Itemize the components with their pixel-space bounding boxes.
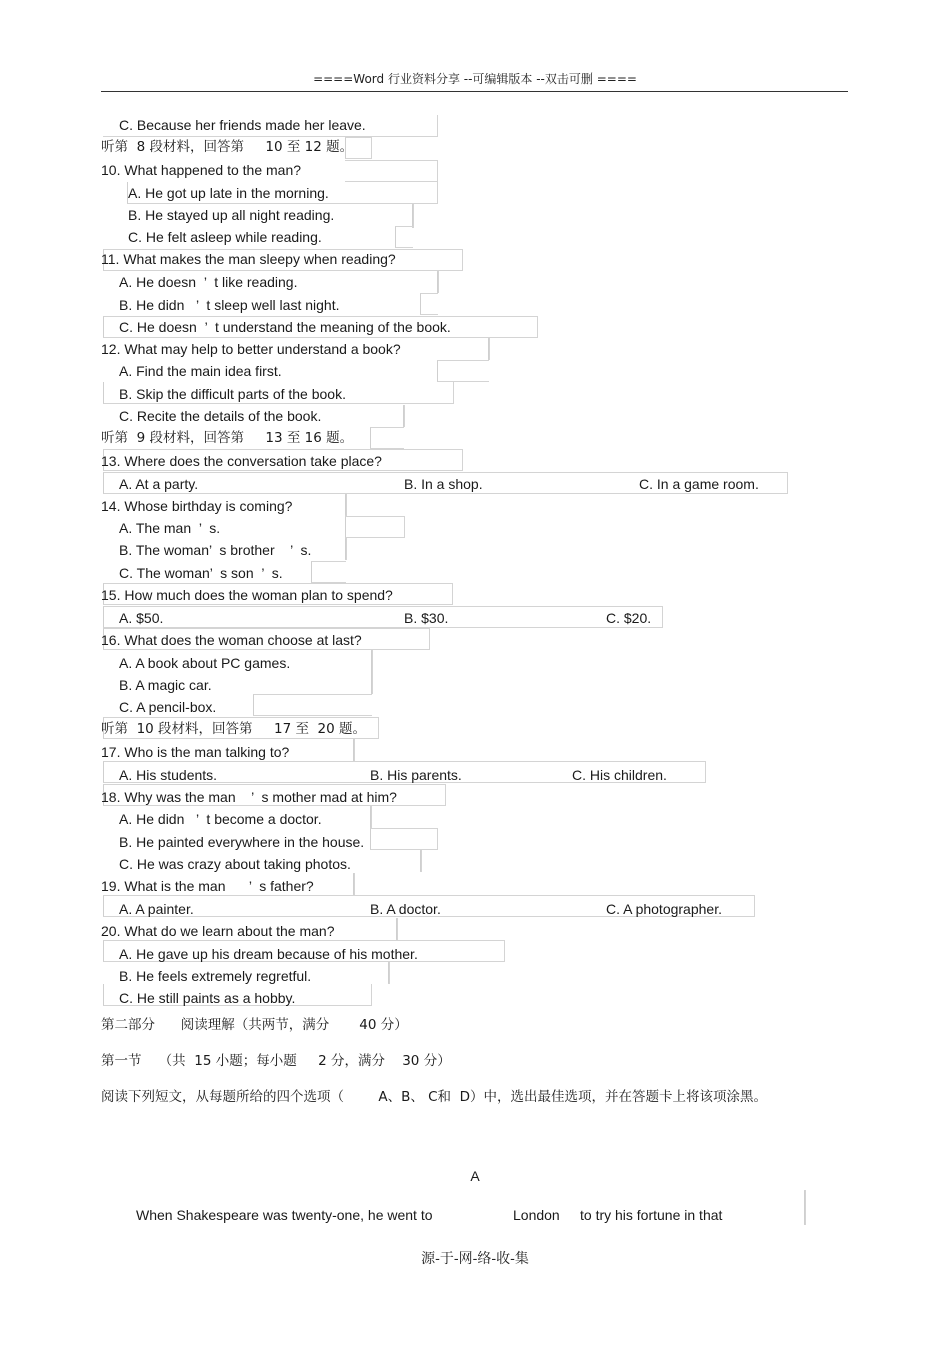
q11-option-b: B. He didn ’ t sleep well last night. — [119, 297, 340, 313]
q14-option-c: C. The woman’ s son ’ s. — [119, 565, 283, 581]
q10-option-c: C. He felt asleep while reading. — [128, 229, 322, 245]
cell-border — [420, 850, 422, 872]
reading-instructions: 阅读下列短文，从每题所给的四个选项（ A、B、 C和 D）中，选出最佳选项，并在答题卡上将该项涂黑。 — [101, 1089, 768, 1105]
section-8-heading: 听第 8 段材料，回答第 10 至 12 题。 — [101, 139, 354, 155]
q13-option-c: C. In a game room. — [639, 476, 759, 492]
question-18: 18. Why was the man ’ s mother mad at him? — [101, 789, 397, 805]
q19-option-c: C. A photographer. — [606, 901, 722, 917]
cell-border — [345, 160, 438, 182]
question-19: 19. What is the man ’ s father? — [101, 878, 314, 894]
question-14: 14. Whose birthday is coming? — [101, 498, 293, 514]
q14-option-b: B. The woman’ s brother ’ s. — [119, 542, 312, 558]
q18-option-a: A. He didn ’ t become a doctor. — [119, 811, 322, 827]
question-20: 20. What do we learn about the man? — [101, 923, 335, 939]
section-1-heading: 第一节 （共 15 小题；每小题 2 分，满分 30 分） — [101, 1053, 451, 1069]
question-17: 17. Who is the man talking to? — [101, 744, 290, 760]
q18-option-b: B. He painted everywhere in the house. — [119, 834, 365, 850]
cell-border — [370, 806, 372, 828]
q15-option-b: B. $30. — [404, 610, 449, 626]
cell-border — [345, 516, 405, 538]
question-10: 10. What happened to the man? — [101, 162, 302, 178]
q16-option-c: C. A pencil-box. — [119, 699, 217, 715]
cell-border — [253, 694, 372, 716]
cell-border — [403, 405, 405, 427]
cell-border — [370, 427, 404, 449]
section-9-heading: 听第 9 段材料，回答第 13 至 16 题。 — [101, 430, 354, 446]
q12-option-c: C. Recite the details of the book. — [119, 408, 322, 424]
cell-border — [420, 293, 438, 315]
header-rule — [101, 91, 848, 92]
cell-border — [804, 1190, 806, 1225]
cell-border — [353, 873, 355, 895]
cell-border — [388, 962, 390, 984]
q15-option-c: C. $20. — [606, 610, 652, 626]
q13-option-a: A. At a party. — [119, 476, 199, 492]
cell-border — [412, 204, 414, 228]
q17-option-a: A. His students. — [119, 767, 218, 783]
q14-option-a: A. The man ’ s. — [119, 520, 221, 536]
question-11: 11. What makes the man sleepy when reading? — [101, 251, 396, 267]
question-15: 15. How much does the woman plan to spend? — [101, 587, 393, 603]
q13-option-b: B. In a shop. — [404, 476, 483, 492]
cell-border — [370, 828, 438, 850]
q18-option-c: C. He was crazy about taking photos. — [119, 856, 351, 872]
question-16: 16. What does the woman choose at last? — [101, 632, 362, 648]
q19-option-b: B. A doctor. — [370, 901, 441, 917]
page-header: ====Word 行业资料分享 --可编辑版本 --双击可删 ==== — [313, 72, 637, 86]
q20-option-b: B. He feels extremely regretful. — [119, 968, 312, 984]
q17-option-b: B. His parents. — [370, 767, 462, 783]
passage-title: A — [470, 1168, 480, 1184]
cell-border — [437, 271, 439, 293]
section-10-heading: 听第 10 段材料，回答第 17 至 20 题。 — [101, 721, 367, 737]
cell-border — [345, 494, 347, 516]
passage-text-start: When Shakespeare was twenty-one, he went to — [136, 1207, 433, 1223]
q15-option-a: A. $50. — [119, 610, 164, 626]
cell-border — [103, 606, 663, 628]
q11-option-a: A. He doesn ’ t like reading. — [119, 274, 298, 290]
cell-border — [353, 739, 355, 761]
cell-border — [396, 918, 398, 940]
passage-text-end: to try his fortune in that — [580, 1207, 723, 1223]
cell-border — [371, 650, 373, 694]
cell-border — [437, 360, 489, 382]
q19-option-a: A. A painter. — [119, 901, 194, 917]
q12-option-b: B. Skip the difficult parts of the book. — [119, 386, 346, 402]
q20-option-a: A. He gave up his dream because of his mother. — [119, 946, 418, 962]
cell-border — [395, 226, 413, 248]
q20-option-c: C. He still paints as a hobby. — [119, 990, 296, 1006]
q12-option-a: A. Find the main idea first. — [119, 363, 282, 379]
question-12: 12. What may help to better understand a book? — [101, 341, 401, 357]
q9-option-c: C. Because her friends made her leave. — [119, 117, 366, 133]
q10-option-b: B. He stayed up all night reading. — [128, 207, 335, 223]
q11-option-c: C. He doesn ’ t understand the meaning of the book. — [119, 319, 451, 335]
page-footer: 源-于-网-络-收-集 — [421, 1251, 529, 1267]
q17-option-c: C. His children. — [572, 767, 667, 783]
cell-border — [311, 561, 346, 583]
passage-city: London — [513, 1207, 560, 1223]
part-2-heading: 第二部分 阅读理解（共两节，满分 40 分） — [101, 1017, 408, 1033]
cell-border — [345, 538, 347, 560]
question-13: 13. Where does the conversation take place? — [101, 453, 382, 469]
q16-option-a: A. A book about PC games. — [119, 655, 291, 671]
cell-border — [488, 338, 490, 360]
q16-option-b: B. A magic car. — [119, 677, 212, 693]
q10-option-a: A. He got up late in the morning. — [128, 185, 329, 201]
